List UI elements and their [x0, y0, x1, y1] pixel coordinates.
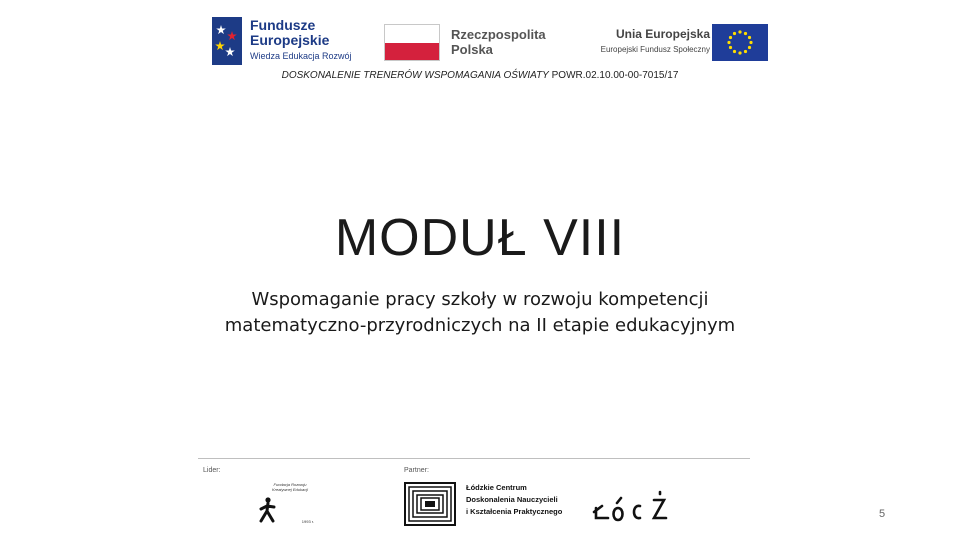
polish-flag-icon [384, 24, 440, 61]
lider-label: Lider: [203, 467, 221, 474]
fundacja-logo [256, 478, 318, 528]
fundacja-logo-line2: Kreatywnej Edukacji [271, 487, 309, 492]
lodz-city-logo [592, 488, 676, 526]
running-figure-icon [258, 497, 278, 523]
fundacja-logo-line1: Fundacja Rozwoju [273, 482, 307, 487]
fundacja-logo-year: 1993 r. [301, 519, 314, 524]
lcdn-emblem-icon [404, 482, 456, 526]
fe-logo-line3: Wiedza Edukacja Rozwój [250, 51, 352, 61]
unia-europejska-logo [580, 24, 768, 62]
eu-logo-line1: Unia Europejska [615, 27, 710, 41]
rp-logo-line1: Rzeczpospolita [451, 27, 546, 42]
lcdn-logo-line2: Doskonalenia Nauczycieli [466, 495, 558, 504]
lcdn-logo [404, 482, 564, 526]
subtitle-line1: Wspomaganie pracy szkoły w rozwoju kompetencji [251, 289, 709, 310]
logo-strip [0, 0, 960, 70]
slide-number: 5 [878, 508, 886, 520]
eu-flag-icon [712, 24, 768, 61]
project-code: POWR.02.10.00-00-7015/17 [551, 70, 679, 81]
fe-logo-line2: Europejskie [250, 32, 330, 48]
rp-logo-line2: Polska [451, 42, 493, 57]
subtitle-line2: matematyczno-przyrodniczych na II etapie edukacyjnym [224, 315, 736, 336]
fe-logo-line1: Fundusze [250, 17, 316, 33]
module-subtitle [0, 287, 960, 339]
partner-label: Partner: [404, 467, 429, 474]
fundusze-europejskie-logo [212, 17, 352, 65]
project-title: DOSKONALENIE TRENERÓW WSPOMAGANIA OŚWIATY [281, 70, 549, 81]
lcdn-logo-line3: i Kształcenia Praktycznego [466, 507, 563, 516]
lcdn-logo-line1: Łódzkie Centrum [466, 483, 527, 492]
rzeczpospolita-polska-logo [384, 24, 554, 62]
module-title: MODUŁ VIII [334, 209, 626, 267]
project-reference [0, 70, 960, 81]
footer-divider [198, 458, 750, 459]
eu-logo-line2: Europejski Fundusz Społeczny [600, 45, 710, 54]
fe-emblem-icon [212, 17, 242, 65]
